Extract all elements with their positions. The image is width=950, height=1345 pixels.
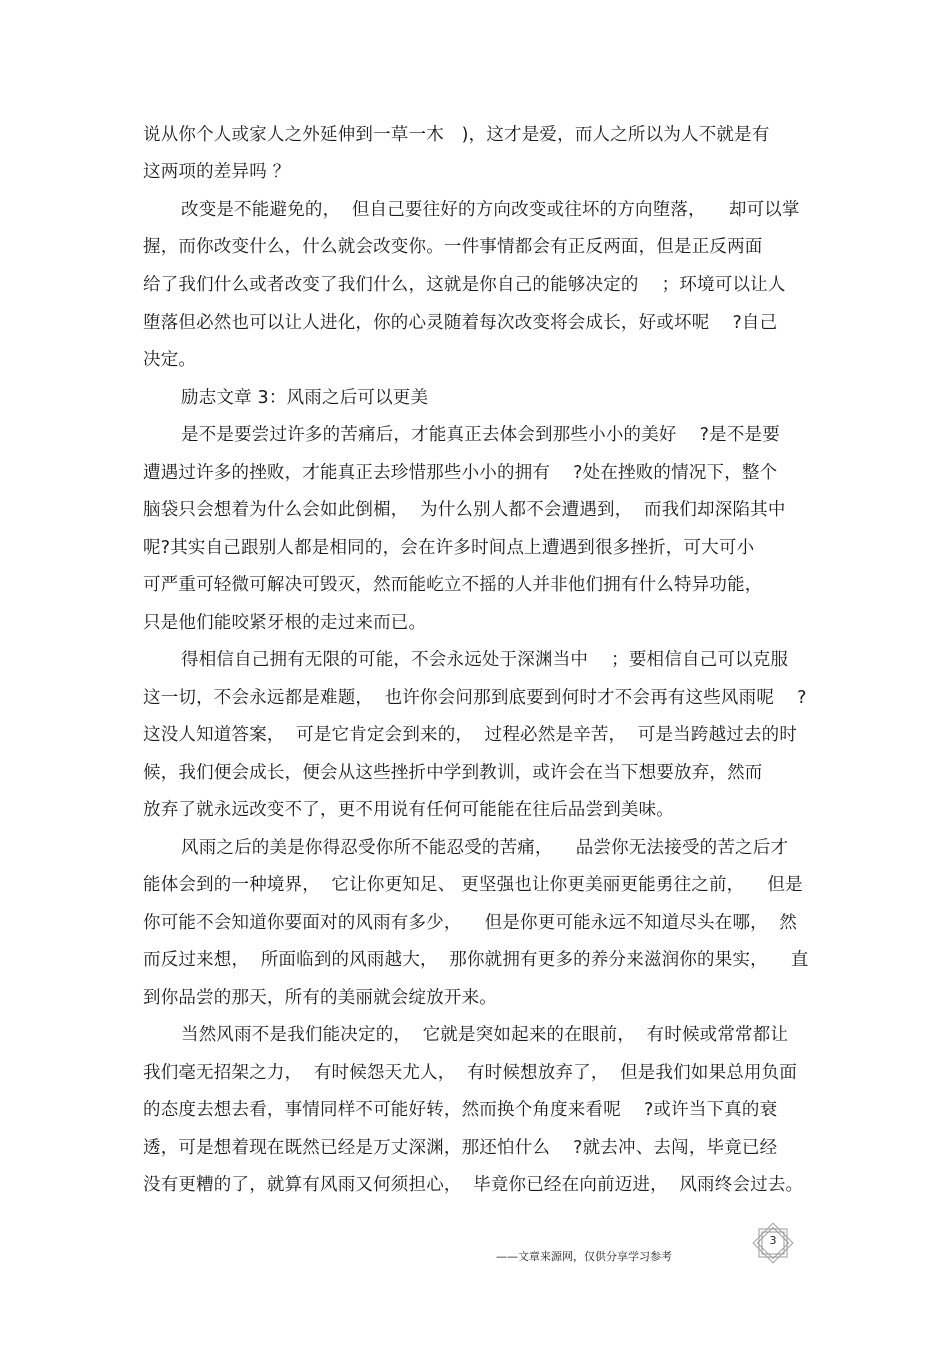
text-line: 的态度去想去看，事情同样不可能好转，然而换个角度来看呢 ?或许当下真的衰 [143,1100,778,1120]
text-line: 脑袋只会想着为什么会如此倒楣， 为什么别人都不会遭遇到， 而我们却深陷其中 [143,500,786,520]
text-line: 这一切，不会永远都是难题， 也许你会问那到底要到何时才不会再有这些风雨呢 ? [143,688,807,708]
text-line: 决定。 [143,350,197,370]
text-line: 没有更糟的了，就算有风雨又何须担心， 毕竟你已经在向前迈进， 风雨终会过去。 [143,1175,804,1195]
text-line: 风雨之后的美是你得忍受你所不能忍受的苦痛， 品尝你无法接受的苦之后才 [181,838,789,858]
text-line: 呢?其实自己跟别人都是相同的，会在许多时间点上遭遇到很多挫折，可大可小 [143,538,755,558]
text-line: 这没人知道答案， 可是它肯定会到来的， 过程必然是辛苦， 可是当跨越过去的时 [143,725,798,745]
text-line: 我们毫无招架之力， 有时候怨天尤人， 有时候想放弃了， 但是我们如果总用负面 [143,1063,798,1083]
text-line: 能体会到的一种境界， 它让你更知足、 更坚强也让你更美丽更能勇往之前， 但是 [143,875,803,895]
text-line: 放弃了就永远改变不了，更不用说有任何可能能在往后品尝到美味。 [143,800,674,820]
text-line: 遭遇过许多的挫败，才能真正去珍惜那些小小的拥有 ?处在挫败的情况下，整个 [143,463,778,483]
text-line: 只是他们能咬紧牙根的走过来而已。 [143,613,427,633]
text-line: 给了我们什么或者改变了我们什么，这就是你自己的能够决定的 ；环境可以让人 [143,275,786,295]
page-number-badge [748,1218,798,1268]
footer-source-note: ——文章来源网，仅供分享学习参考 [496,1250,672,1263]
text-line: 得相信自己拥有无限的可能，不会永远处于深渊当中 ；要相信自己可以克服 [181,650,789,670]
text-line: 握，而你改变什么，什么就会改变你。一件事情都会有正反两面，但是正反两面 [143,237,763,257]
text-line: 到你品尝的那天，所有的美丽就会绽放开来。 [143,988,497,1008]
text-line: 说从你个人或家人之外延伸到一草一木 )，这才是爱，而人之所以为人不就是有 [143,125,770,145]
text-line: 可严重可轻微可解决可毁灭，然而能屹立不摇的人并非他们拥有什么特异功能， [143,575,763,595]
text-line: 当然风雨不是我们能决定的， 它就是突如起来的在眼前， 有时候或常常都让 [181,1025,789,1045]
text-line: 而反过来想， 所面临到的风雨越大， 那你就拥有更多的养分来滋润你的果实， 直 [143,950,809,970]
text-line: 堕落但必然也可以让人进化，你的心灵随着每次改变将会成长，好或坏呢 ?自己 [143,313,778,333]
text-line: 这两项的差异吗 ？ [143,162,291,182]
text-line: 改变是不能避免的， 但自己要往好的方向改变或往坏的方向堕落， 却可以掌 [181,200,800,220]
page-number: 3 [769,1234,777,1247]
text-line: 透，可是想着现在既然已经是万丈深渊，那还怕什么 ?就去冲、去闯，毕竟已经 [143,1138,778,1158]
section-heading: 励志文章 3：风雨之后可以更美 [181,388,429,408]
text-line: 候，我们便会成长，便会从这些挫折中学到教训，或许会在当下想要放弃，然而 [143,763,763,783]
text-line: 是不是要尝过许多的苦痛后，才能真正去体会到那些小小的美好 ?是不是要 [181,425,780,445]
text-line: 你可能不会知道你要面对的风雨有多少， 但是你更可能永远不知道尽头在哪， 然 [143,913,798,933]
